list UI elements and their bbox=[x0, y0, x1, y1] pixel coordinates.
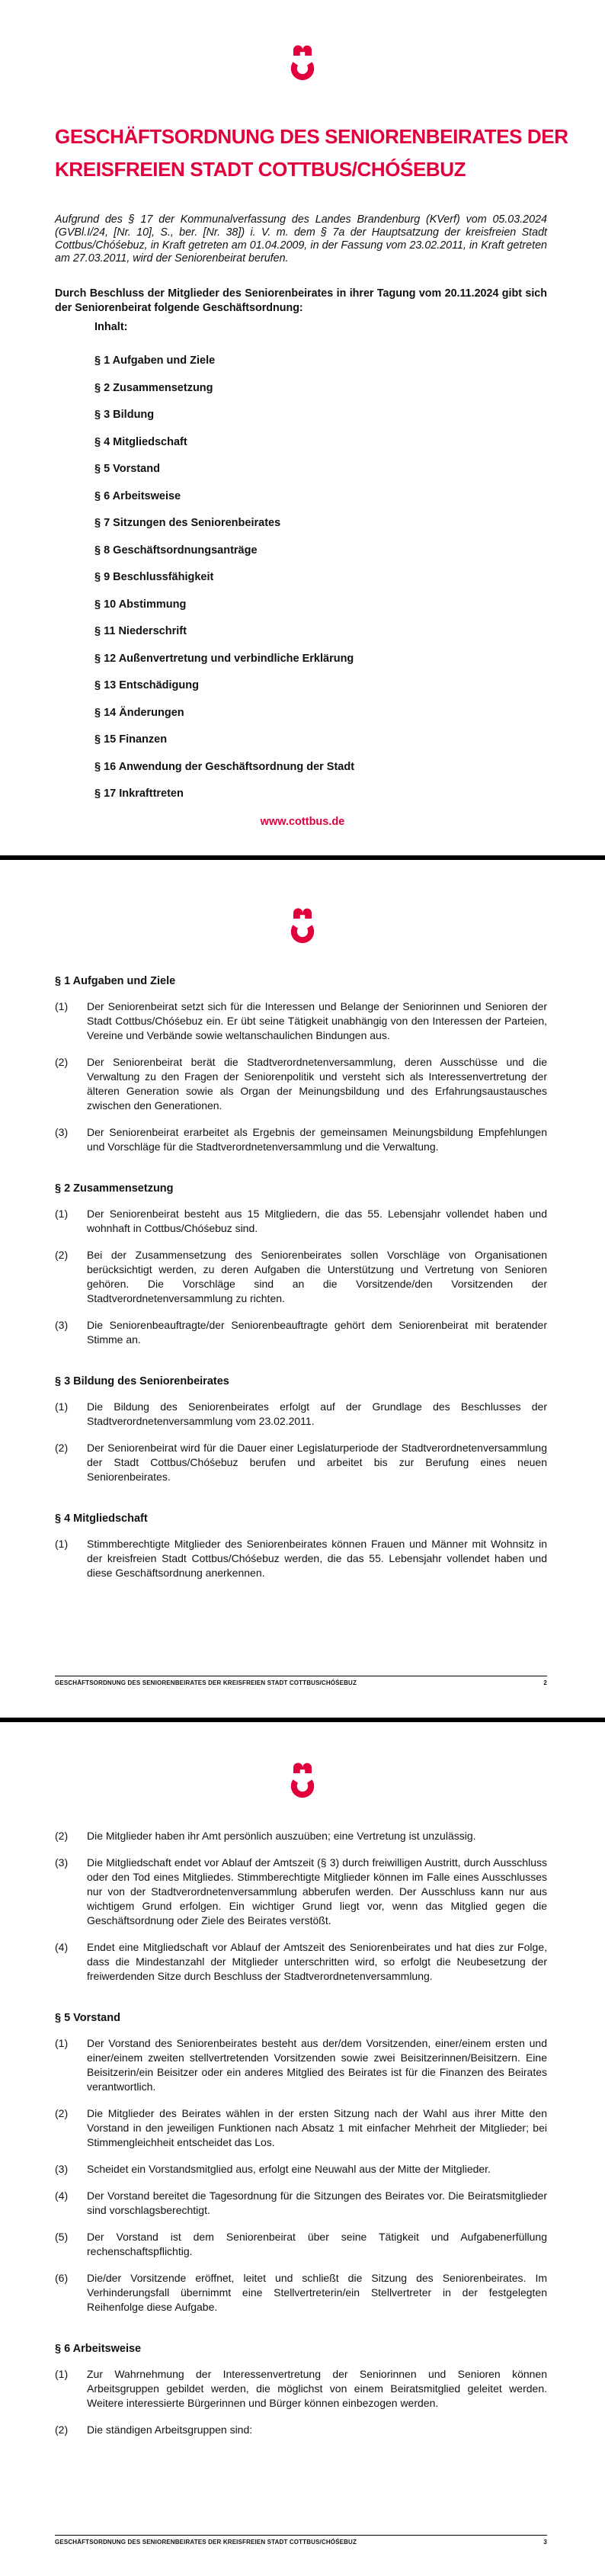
item-number: (1) bbox=[55, 2037, 69, 2049]
item-text: Der Seniorenbeirat wird für die Dauer einer Legislaturperiode der Stadtverordnetenversammlung der Stadt Cottbus/Chóśebuz berufen und arbeitet bis zur Berufung eines neuen Seniorenbeirates. bbox=[87, 1442, 547, 1483]
item-number: (6) bbox=[55, 2272, 69, 2284]
footer-document-title: GESCHÄFTSORDNUNG DES SENIORENBEIRATES DER KREISFREIEN STADT COTTBUS/CHÓŚEBUZ bbox=[55, 1679, 357, 1686]
item-number: (3) bbox=[55, 2163, 69, 2175]
paragraph-item bbox=[55, 2162, 547, 2177]
paragraph-item bbox=[55, 1125, 547, 1154]
cottbus-logo-icon bbox=[287, 41, 318, 82]
paragraph-item bbox=[55, 1441, 547, 1484]
item-number: (2) bbox=[55, 1830, 69, 1842]
toc-item: § 4 Mitgliedschaft bbox=[94, 435, 187, 448]
item-number: (2) bbox=[55, 2424, 69, 2436]
item-text: Endet eine Mitgliedschaft vor Ablauf der Amtszeit des Seniorenbeirates und hat dies zur Folge, dass die Mindestanzahl der Mitglieder unterschritten wird, so erfolgt die Neubesetzung der freiwerdenden Sitze durch Beschluss der Stadtverordnetenversammlung. bbox=[87, 1941, 547, 1982]
item-text: Die Bildung des Seniorenbeirates erfolgt auf der Grundlage des Beschlusses der Stadtverordnetenversammlung vom 23.02.2011. bbox=[87, 1400, 547, 1427]
item-text: Der Vorstand bereitet die Tagesordnung für die Sitzungen des Beirates vor. Die Beiratsmitglieder sind vorschlagsberechtigt. bbox=[87, 2189, 547, 2216]
item-text: Scheidet ein Vorstandsmitglied aus, erfolgt eine Neuwahl aus der Mitte der Mitglieder. bbox=[87, 2163, 491, 2175]
toc-item: § 17 Inkrafttreten bbox=[94, 788, 184, 800]
item-text: Der Vorstand ist dem Seniorenbeirat über seine Tätigkeit und Aufgabenerfüllung rechenschaftspflichtig. bbox=[87, 2231, 547, 2257]
paragraph-item bbox=[55, 2189, 547, 2218]
item-number: (3) bbox=[55, 1126, 69, 1138]
cottbus-logo-icon bbox=[287, 1759, 318, 1800]
item-number: (1) bbox=[55, 1000, 69, 1012]
item-text: Der Vorstand des Seniorenbeirates besteht aus der/dem Vorsitzenden, einer/einem ersten und einer/einem zweiten stellvertretenden Vorsitzenden sowie zwei Beisitzerinnen/Beisitzern. Eine Beisitzerin/ein Beisitzer oder ein anderes Mitglied des Beirates ist für die Finanzen des Beirates verantwortlich. bbox=[87, 2037, 547, 2093]
item-number: (1) bbox=[55, 1538, 69, 1550]
paragraph-item bbox=[55, 2367, 547, 2411]
page-footer bbox=[55, 1676, 547, 1686]
toc-item: § 1 Aufgaben und Ziele bbox=[94, 354, 216, 367]
toc-item: § 11 Niederschrift bbox=[94, 625, 187, 637]
page-1 bbox=[0, 0, 605, 855]
page-2 bbox=[0, 860, 605, 1718]
paragraph-item bbox=[55, 1318, 547, 1347]
legal-basis-paragraph: Aufgrund des § 17 der Kommunalverfassung des Landes Brandenburg (KVerf) vom 05.03.2024 (GVBl.I/24, [Nr. 10], S., ber. [Nr. 38]) i. V. m. dem § 7a der Hauptsatzung der kreisfreien Stadt Cottbus/Chóśebuz, in Kraft getreten am 01.04.2009, in der Fassung vom 23.02.2011, in Kraft getreten am 27.03.2011, wird der Seniorenbeirat berufen. bbox=[55, 213, 547, 265]
item-text: Der Seniorenbeirat setzt sich für die Interessen und Belange der Seniorinnen und Senioren der Stadt Cottbus/Chóśebuz ein. Er übt seine Tätigkeit unabhängig von den Interessen der Parteien, Vereine und Verbände sowie weltanschaulichen Bindungen aus. bbox=[87, 1000, 547, 1041]
section-heading-4: § 4 Mitgliedschaft bbox=[55, 1513, 148, 1525]
paragraph-item bbox=[55, 2423, 547, 2437]
page-number: 2 bbox=[543, 1679, 547, 1686]
item-text: Die/der Vorsitzende eröffnet, leitet und schließt die Sitzung des Seniorenbeirates. Im Verhinderungsfall übernimmt eine Stellvertreterin/ein Stellvertreter in der festgelegten Reihenfolge diese Aufgabe. bbox=[87, 2272, 547, 2313]
item-number: (2) bbox=[55, 1249, 69, 1261]
toc-item: § 13 Entschädigung bbox=[94, 679, 199, 691]
toc-item: § 9 Beschlussfähigkeit bbox=[94, 571, 214, 583]
page-2-content bbox=[55, 974, 547, 1593]
item-text: Die Mitgliedschaft endet vor Ablauf der Amtszeit (§ 3) durch freiwilligen Austritt, durch Ausschluss oder den Tod eines Mitgliedes. Stimmberechtigte Mitglieder können im Falle eines Ausschlusses nur von der Stadtverordnetenversammlung abberufen werden. Der Ausschluss kann nur aus wichtigem Grund erfolgen. Ein wichtiger Grund liegt vor, wenn das Mitglied gegen die Geschäftsordnung oder Ziele des Beirates verstößt. bbox=[87, 1856, 547, 1926]
paragraph-item bbox=[55, 2106, 547, 2150]
item-text: Bei der Zusammensetzung des Seniorenbeirates sollen Vorschläge von Organisationen berücksichtigt werden, zu deren Aufgaben die Unterstützung und Vertretung von Senioren gehören. Die Vorschläge sind an die Vorsitzende/den Vorsitzenden der Stadtverordnetenversammlung zu richten. bbox=[87, 1249, 547, 1304]
paragraph-item bbox=[55, 1940, 547, 1984]
item-number: (1) bbox=[55, 2368, 69, 2380]
document-title-line-1: GESCHÄFTSORDNUNG DES SENIORENBEIRATES DER bbox=[55, 125, 568, 149]
toc-item: § 10 Abstimmung bbox=[94, 598, 187, 611]
resolution-paragraph: Durch Beschluss der Mitglieder des Seniorenbeirates in ihrer Tagung vom 20.11.2024 gibt sich der Seniorenbeirat folgende Geschäftsordnung: bbox=[55, 287, 547, 315]
footer-document-title: GESCHÄFTSORDNUNG DES SENIORENBEIRATES DER KREISFREIEN STADT COTTBUS/CHÓŚEBUZ bbox=[55, 2539, 357, 2546]
table-of-contents bbox=[94, 348, 559, 808]
page-number: 3 bbox=[543, 2539, 547, 2546]
item-number: (2) bbox=[55, 1442, 69, 1454]
document-title-line-2: KREISFREIEN STADT COTTBUS/CHÓŚEBUZ bbox=[55, 158, 466, 181]
item-number: (5) bbox=[55, 2231, 69, 2243]
paragraph-item bbox=[55, 1829, 547, 1843]
page-3-content bbox=[55, 1829, 547, 2449]
item-text: Der Seniorenbeirat erarbeitet als Ergebnis der gemeinsamen Meinungsbildung Empfehlungen und Vorschläge für die Stadtverordnetenversammlung und die Verwaltung. bbox=[87, 1126, 547, 1153]
item-number: (3) bbox=[55, 1856, 69, 1869]
item-text: Der Seniorenbeirat besteht aus 15 Mitgliedern, die das 55. Lebensjahr vollendet haben und wohnhaft in Cottbus/Chóśebuz sind. bbox=[87, 1208, 547, 1234]
item-text: Die ständigen Arbeitsgruppen sind: bbox=[87, 2424, 253, 2436]
toc-item: § 8 Geschäftsordnungsanträge bbox=[94, 544, 258, 557]
toc-item: § 5 Vorstand bbox=[94, 463, 160, 475]
section-heading-1: § 1 Aufgaben und Ziele bbox=[55, 975, 176, 987]
toc-item: § 2 Zusammensetzung bbox=[94, 381, 213, 394]
item-text: Der Seniorenbeirat berät die Stadtverordnetenversammlung, deren Ausschüsse und die Verwaltung zu den Fragen der Seniorenpolitik und versteht sich als Interessenvertretung der älteren Generation sowie als Organ der Meinungsbildung und des Erfahrungsaustausches zwischen den Generationen. bbox=[87, 1056, 547, 1112]
page-3 bbox=[0, 1722, 605, 2576]
paragraph-item bbox=[55, 1207, 547, 1236]
paragraph-item bbox=[55, 1248, 547, 1306]
document-title bbox=[55, 120, 575, 186]
toc-item: § 16 Anwendung der Geschäftsordnung der Stadt bbox=[94, 760, 355, 773]
toc-item: § 7 Sitzungen des Seniorenbeirates bbox=[94, 517, 281, 529]
website-link[interactable]: www.cottbus.de bbox=[260, 816, 345, 828]
section-heading-3: § 3 Bildung des Seniorenbeirates bbox=[55, 1375, 229, 1387]
toc-item: § 14 Änderungen bbox=[94, 706, 184, 719]
toc-label: Inhalt: bbox=[94, 321, 128, 333]
section-heading-6: § 6 Arbeitsweise bbox=[55, 2343, 142, 2355]
item-number: (1) bbox=[55, 1400, 69, 1413]
item-text: Zur Wahrnehmung der Interessenvertretung der Seniorinnen und Senioren können Arbeitsgruppen gebildet werden, die möglichst von einem Beiratsmitglied geleitet werden. Weitere interessierte Bürgerinnen und Bürger können einbezogen werden. bbox=[87, 2368, 547, 2409]
toc-item: § 3 Bildung bbox=[94, 409, 155, 421]
section-heading-2: § 2 Zusammensetzung bbox=[55, 1182, 174, 1195]
toc-item: § 12 Außenvertretung und verbindliche Erklärung bbox=[94, 652, 354, 665]
item-number: (3) bbox=[55, 1319, 69, 1331]
item-number: (1) bbox=[55, 1208, 69, 1220]
section-heading-5: § 5 Vorstand bbox=[55, 2012, 120, 2024]
item-number: (4) bbox=[55, 2189, 69, 2202]
paragraph-item bbox=[55, 1055, 547, 1113]
toc-item: § 6 Arbeitsweise bbox=[94, 489, 181, 502]
item-number: (2) bbox=[55, 2107, 69, 2119]
cottbus-logo-icon bbox=[287, 904, 318, 945]
paragraph-item bbox=[55, 2036, 547, 2094]
item-text: Die Mitglieder des Beirates wählen in der ersten Sitzung nach der Wahl aus ihrer Mitte den Vorstand in den jeweiligen Funktionen nach Absatz 1 mit einfacher Mehrheit der Mitglieder; bei Stimmengleichheit entscheidet das Los. bbox=[87, 2107, 547, 2148]
item-text: Die Mitglieder haben ihr Amt persönlich auszuüben; eine Vertretung ist unzulässig. bbox=[87, 1830, 476, 1842]
toc-item: § 15 Finanzen bbox=[94, 733, 168, 746]
page-footer bbox=[55, 2535, 547, 2546]
paragraph-item bbox=[55, 1856, 547, 1928]
item-text: Die Seniorenbeauftragte/der Seniorenbeauftragte gehört dem Seniorenbeirat mit beratender Stimme an. bbox=[87, 1319, 547, 1346]
paragraph-item bbox=[55, 2271, 547, 2315]
paragraph-item bbox=[55, 999, 547, 1043]
item-number: (4) bbox=[55, 1941, 69, 1953]
paragraph-item bbox=[55, 1537, 547, 1580]
item-number: (2) bbox=[55, 1056, 69, 1068]
item-text: Stimmberechtigte Mitglieder des Seniorenbeirates können Frauen und Männer mit Wohnsitz in der kreisfreien Stadt Cottbus/Chóśebuz werden, die das 55. Lebensjahr vollendet haben und diese Geschäftsordnung anerkennen. bbox=[87, 1538, 547, 1579]
paragraph-item bbox=[55, 1400, 547, 1429]
paragraph-item bbox=[55, 2230, 547, 2259]
